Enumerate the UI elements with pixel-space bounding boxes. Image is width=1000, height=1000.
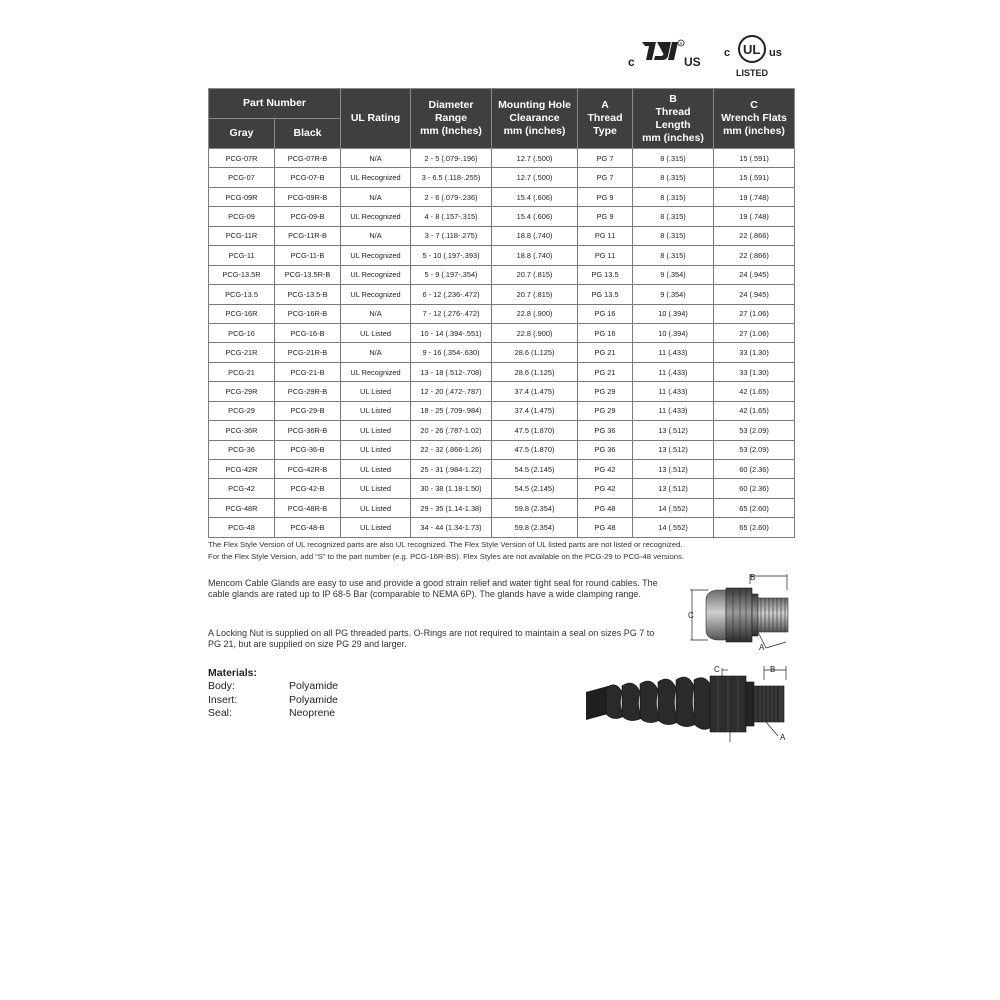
black-part-number-cell: PCG-13.5-B bbox=[275, 285, 341, 304]
ul-rating-cell: UL Listed bbox=[341, 382, 411, 401]
label-b: B bbox=[770, 665, 776, 674]
thread-length-cell: 11 (.433) bbox=[633, 382, 714, 401]
gray-part-number-cell: PCG-29 bbox=[209, 401, 275, 420]
diameter-range-cell: 10 - 14 (.394-.551) bbox=[411, 323, 492, 342]
thread-length-cell: 11 (.433) bbox=[633, 362, 714, 381]
diameter-range-cell: 5 - 9 (.197-.354) bbox=[411, 265, 492, 284]
black-part-number-cell: PCG-11R-B bbox=[275, 226, 341, 245]
wrench-flats-cell: 24 (.945) bbox=[714, 285, 795, 304]
diameter-range-cell: 5 - 10 (.197-.393) bbox=[411, 246, 492, 265]
diameter-range-cell: 34 - 44 (1.34-1.73) bbox=[411, 518, 492, 537]
gray-part-number-cell: PCG-48R bbox=[209, 498, 275, 517]
black-part-number-cell: PCG-42-B bbox=[275, 479, 341, 498]
thread-type-cell: PG 36 bbox=[578, 421, 633, 440]
thread-length-cell: 14 (.552) bbox=[633, 518, 714, 537]
gray-part-number-cell: PCG-42 bbox=[209, 479, 275, 498]
diameter-range-cell: 12 - 20 (.472-.787) bbox=[411, 382, 492, 401]
ul-rating-cell: UL Listed bbox=[341, 518, 411, 537]
material-value: Polyamide bbox=[289, 680, 339, 692]
diameter-range-cell: 30 - 38 (1.18-1.50) bbox=[411, 479, 492, 498]
ul-rating-cell: UL Recognized bbox=[341, 168, 411, 187]
svg-text:c: c bbox=[628, 55, 635, 69]
mounting-hole-clearance-cell: 12.7 (.500) bbox=[492, 168, 578, 187]
table-row bbox=[209, 226, 795, 245]
gray-part-number-cell: PCG-13.5R bbox=[209, 265, 275, 284]
svg-text:UL: UL bbox=[743, 42, 761, 57]
black-part-number-cell: PCG-29-B bbox=[275, 401, 341, 420]
wrench-flats-cell: 53 (2.09) bbox=[714, 421, 795, 440]
svg-text:us: us bbox=[769, 47, 782, 59]
table-row bbox=[209, 362, 795, 381]
ul-rating-cell: UL Recognized bbox=[341, 246, 411, 265]
locking-nut-paragraph: A Locking Nut is supplied on all PG threaded parts. O-Rings are not required to maintain a seal on sizes PG 7 to PG 21, but are supplied on size PG 29 and larger. bbox=[208, 628, 655, 649]
black-part-number-cell: PCG-48R-B bbox=[275, 498, 341, 517]
table-row bbox=[209, 304, 795, 323]
gray-part-number-cell: PCG-48 bbox=[209, 518, 275, 537]
gray-part-number-cell: PCG-09 bbox=[209, 207, 275, 226]
ul-recognized-logo bbox=[626, 38, 710, 70]
thread-length-header: B Thread Length mm (inches) bbox=[633, 89, 714, 149]
thread-length-cell: 10 (.394) bbox=[633, 323, 714, 342]
svg-text:US: US bbox=[684, 55, 701, 69]
thread-type-cell: PG 9 bbox=[578, 187, 633, 206]
gray-part-number-cell: PCG-16R bbox=[209, 304, 275, 323]
thread-length-cell: 13 (.512) bbox=[633, 421, 714, 440]
wrench-flats-cell: 24 (.945) bbox=[714, 265, 795, 284]
diameter-range-cell: 7 - 12 (.276-.472) bbox=[411, 304, 492, 323]
wrench-flats-cell: 15 (.591) bbox=[714, 149, 795, 168]
diameter-range-cell: 3 - 7 (.118-.275) bbox=[411, 226, 492, 245]
thread-type-cell: PG 48 bbox=[578, 498, 633, 517]
table-row bbox=[209, 440, 795, 459]
thread-type-cell: PG 21 bbox=[578, 362, 633, 381]
ul-rating-cell: UL Listed bbox=[341, 401, 411, 420]
table-row bbox=[209, 518, 795, 537]
wrench-flats-cell: 22 (.866) bbox=[714, 226, 795, 245]
table-row bbox=[209, 421, 795, 440]
wrench-flats-cell: 60 (2.36) bbox=[714, 460, 795, 479]
diameter-range-cell: 13 - 18 (.512-.708) bbox=[411, 362, 492, 381]
mounting-hole-clearance-cell: 22.8 (.900) bbox=[492, 323, 578, 342]
ul-rating-cell: N/A bbox=[341, 226, 411, 245]
wrench-flats-cell: 19 (.748) bbox=[714, 207, 795, 226]
table-row bbox=[209, 343, 795, 362]
gray-part-number-cell: PCG-21 bbox=[209, 362, 275, 381]
wrench-flats-cell: 15 (.591) bbox=[714, 168, 795, 187]
thread-length-cell: 11 (.433) bbox=[633, 343, 714, 362]
thread-length-cell: 11 (.433) bbox=[633, 401, 714, 420]
mounting-hole-clearance-cell: 18.8 (.740) bbox=[492, 246, 578, 265]
wrench-flats-cell: 65 (2.60) bbox=[714, 518, 795, 537]
svg-text:c: c bbox=[724, 47, 731, 59]
thread-type-cell: PG 13.5 bbox=[578, 285, 633, 304]
thread-length-cell: 8 (.315) bbox=[633, 168, 714, 187]
gray-part-number-cell: PCG-07 bbox=[209, 168, 275, 187]
thread-length-cell: 8 (.315) bbox=[633, 207, 714, 226]
ul-rating-cell: UL Listed bbox=[341, 479, 411, 498]
flex-cable-gland-diagram bbox=[586, 662, 798, 744]
mounting-hole-clearance-cell: 59.8 (2.354) bbox=[492, 518, 578, 537]
cable-gland-spec-table bbox=[208, 88, 795, 538]
ul-rating-header: UL Rating bbox=[341, 89, 411, 149]
ul-rating-cell: UL Listed bbox=[341, 323, 411, 342]
mounting-hole-clearance-cell: 47.5 (1.870) bbox=[492, 421, 578, 440]
label-c: C bbox=[688, 611, 694, 620]
spec-table-body bbox=[209, 149, 795, 538]
gray-part-number-cell: PCG-36 bbox=[209, 440, 275, 459]
thread-length-cell: 8 (.315) bbox=[633, 187, 714, 206]
material-label: Seal: bbox=[208, 707, 232, 719]
mounting-hole-clearance-cell: 54.5 (2.145) bbox=[492, 479, 578, 498]
thread-type-cell: PG 16 bbox=[578, 304, 633, 323]
diameter-range-cell: 6 - 12 (.236-.472) bbox=[411, 285, 492, 304]
material-value: Neoprene bbox=[289, 707, 336, 719]
black-part-number-cell: PCG-11-B bbox=[275, 246, 341, 265]
thread-length-cell: 9 (.354) bbox=[633, 265, 714, 284]
diameter-range-cell: 20 - 26 (.787-1.02) bbox=[411, 421, 492, 440]
wrench-flats-cell: 42 (1.65) bbox=[714, 382, 795, 401]
label-c: C bbox=[714, 665, 720, 674]
thread-type-cell: PG 36 bbox=[578, 440, 633, 459]
black-part-number-cell: PCG-16R-B bbox=[275, 304, 341, 323]
wrench-flats-cell: 42 (1.65) bbox=[714, 401, 795, 420]
black-header: Black bbox=[275, 119, 341, 149]
thread-length-cell: 8 (.315) bbox=[633, 149, 714, 168]
wrench-flats-cell: 22 (.866) bbox=[714, 246, 795, 265]
thread-type-cell: PG 29 bbox=[578, 401, 633, 420]
ul-rating-cell: N/A bbox=[341, 343, 411, 362]
black-part-number-cell: PCG-13.5R-B bbox=[275, 265, 341, 284]
wrench-flats-header: C Wrench Flats mm (inches) bbox=[714, 89, 795, 149]
thread-type-cell: PG 16 bbox=[578, 323, 633, 342]
mounting-hole-clearance-cell: 54.5 (2.145) bbox=[492, 460, 578, 479]
gray-part-number-cell: PCG-29R bbox=[209, 382, 275, 401]
diameter-range-header: Diameter Range mm (Inches) bbox=[411, 89, 492, 149]
ul-rating-cell: UL Listed bbox=[341, 421, 411, 440]
label-a: A bbox=[759, 643, 765, 652]
diameter-range-cell: 29 - 35 (1.14-1.38) bbox=[411, 498, 492, 517]
diameter-range-cell: 4 - 8 (.157-.315) bbox=[411, 207, 492, 226]
gray-part-number-cell: PCG-11 bbox=[209, 246, 275, 265]
ul-rating-cell: UL Listed bbox=[341, 440, 411, 459]
gray-part-number-cell: PCG-21R bbox=[209, 343, 275, 362]
mounting-hole-clearance-cell: 20.7 (.815) bbox=[492, 285, 578, 304]
material-row-body bbox=[208, 680, 408, 694]
black-part-number-cell: PCG-36-B bbox=[275, 440, 341, 459]
table-row bbox=[209, 382, 795, 401]
wrench-flats-cell: 19 (.748) bbox=[714, 187, 795, 206]
ul-rating-cell: UL Listed bbox=[341, 498, 411, 517]
flex-style-note-1: The Flex Style Version of UL recognized parts are also UL recognized. The Flex Style Version of UL listed parts are not listed or recognized. bbox=[208, 540, 683, 549]
black-part-number-cell: PCG-29R-B bbox=[275, 382, 341, 401]
mounting-hole-clearance-cell: 59.8 (2.354) bbox=[492, 498, 578, 517]
black-part-number-cell: PCG-07R-B bbox=[275, 149, 341, 168]
table-row bbox=[209, 207, 795, 226]
table-row bbox=[209, 149, 795, 168]
thread-type-cell: PG 11 bbox=[578, 246, 633, 265]
ul-rating-cell: N/A bbox=[341, 304, 411, 323]
thread-length-cell: 13 (.512) bbox=[633, 440, 714, 459]
thread-type-cell: PG 13.5 bbox=[578, 265, 633, 284]
ul-rating-cell: N/A bbox=[341, 187, 411, 206]
material-label: Insert: bbox=[208, 693, 238, 706]
gray-part-number-cell: PCG-42R bbox=[209, 460, 275, 479]
table-row bbox=[209, 265, 795, 284]
black-part-number-cell: PCG-42R-B bbox=[275, 460, 341, 479]
thread-type-header: A Thread Type bbox=[578, 89, 633, 149]
thread-type-cell: PG 21 bbox=[578, 343, 633, 362]
thread-type-cell: PG 11 bbox=[578, 226, 633, 245]
gray-part-number-cell: PCG-07R bbox=[209, 149, 275, 168]
wrench-flats-cell: 27 (1.06) bbox=[714, 304, 795, 323]
table-row bbox=[209, 246, 795, 265]
wrench-flats-cell: 60 (2.36) bbox=[714, 479, 795, 498]
table-row bbox=[209, 168, 795, 187]
label-b: B bbox=[750, 573, 756, 582]
black-part-number-cell: PCG-16-B bbox=[275, 323, 341, 342]
diameter-range-cell: 25 - 31 (.984-1.22) bbox=[411, 460, 492, 479]
thread-type-cell: PG 7 bbox=[578, 149, 633, 168]
material-value: Polyamide bbox=[289, 693, 339, 706]
mounting-hole-clearance-cell: 28.6 (1.125) bbox=[492, 362, 578, 381]
svg-text:LISTED: LISTED bbox=[736, 68, 769, 78]
thread-length-cell: 8 (.315) bbox=[633, 226, 714, 245]
ul-rating-cell: UL Recognized bbox=[341, 265, 411, 284]
mounting-hole-clearance-cell: 20.7 (.815) bbox=[492, 265, 578, 284]
svg-text:R: R bbox=[679, 41, 683, 46]
wrench-flats-cell: 27 (1.06) bbox=[714, 323, 795, 342]
diameter-range-cell: 2 - 5 (.079-.196) bbox=[411, 149, 492, 168]
material-label: Body: bbox=[208, 680, 235, 692]
wrench-flats-cell: 53 (2.09) bbox=[714, 440, 795, 459]
mounting-hole-clearance-cell: 12.7 (.500) bbox=[492, 149, 578, 168]
thread-type-cell: PG 48 bbox=[578, 518, 633, 537]
black-part-number-cell: PCG-36R-B bbox=[275, 421, 341, 440]
ul-listed-logo bbox=[724, 34, 790, 80]
mounting-hole-clearance-cell: 28.6 (1.125) bbox=[492, 343, 578, 362]
table-row bbox=[209, 323, 795, 342]
mounting-hole-clearance-cell: 15.4 (.606) bbox=[492, 187, 578, 206]
ul-rating-cell: UL Recognized bbox=[341, 285, 411, 304]
mounting-hole-clearance-cell: 47.5 (1.870) bbox=[492, 440, 578, 459]
wrench-flats-cell: 65 (2.60) bbox=[714, 498, 795, 517]
material-row-insert bbox=[208, 694, 408, 708]
thread-length-cell: 13 (.512) bbox=[633, 460, 714, 479]
materials-title: Materials: bbox=[208, 667, 258, 679]
diameter-range-cell: 2 - 6 (.079-.236) bbox=[411, 187, 492, 206]
thread-type-cell: PG 7 bbox=[578, 168, 633, 187]
diameter-range-cell: 18 - 25 (.709-.984) bbox=[411, 401, 492, 420]
gray-part-number-cell: PCG-16 bbox=[209, 323, 275, 342]
table-row bbox=[209, 187, 795, 206]
black-part-number-cell: PCG-09-B bbox=[275, 207, 341, 226]
label-a: A bbox=[780, 733, 786, 742]
thread-length-cell: 14 (.552) bbox=[633, 498, 714, 517]
thread-length-cell: 8 (.315) bbox=[633, 246, 714, 265]
flex-style-note-2: For the Flex Style Version, add “S” to the part number (e.g. PCG-16R-BS). Flex Styles are not available on the PCG-29 to PCG-48 versions. bbox=[208, 552, 684, 561]
black-part-number-cell: PCG-07-B bbox=[275, 168, 341, 187]
thread-length-cell: 13 (.512) bbox=[633, 479, 714, 498]
certification-logos bbox=[626, 34, 796, 82]
mounting-hole-clearance-cell: 18.8 (.740) bbox=[492, 226, 578, 245]
table-row bbox=[209, 479, 795, 498]
gray-part-number-cell: PCG-09R bbox=[209, 187, 275, 206]
cable-gland-diagram bbox=[686, 570, 802, 652]
black-part-number-cell: PCG-48-B bbox=[275, 518, 341, 537]
mounting-hole-clearance-cell: 22.8 (.900) bbox=[492, 304, 578, 323]
ul-rating-cell: UL Recognized bbox=[341, 207, 411, 226]
description-paragraph: Mencom Cable Glands are easy to use and provide a good strain relief and water tight seal for round cables. The cable glands are rated up to IP 68-5 Bar (comparable to NEMA 6P). The glands have a wide clamping range. bbox=[208, 578, 658, 599]
thread-type-cell: PG 42 bbox=[578, 479, 633, 498]
thread-type-cell: PG 9 bbox=[578, 207, 633, 226]
mounting-hole-clearance-cell: 37.4 (1.475) bbox=[492, 382, 578, 401]
mounting-hole-clearance-cell: 37.4 (1.475) bbox=[492, 401, 578, 420]
wrench-flats-cell: 33 (1.30) bbox=[714, 343, 795, 362]
black-part-number-cell: PCG-09R-B bbox=[275, 187, 341, 206]
thread-type-cell: PG 29 bbox=[578, 382, 633, 401]
mounting-hole-header: Mounting Hole Clearance mm (inches) bbox=[492, 89, 578, 149]
gray-part-number-cell: PCG-36R bbox=[209, 421, 275, 440]
diameter-range-cell: 9 - 16 (.354-.630) bbox=[411, 343, 492, 362]
diameter-range-cell: 22 - 32 (.866-1.26) bbox=[411, 440, 492, 459]
table-row bbox=[209, 285, 795, 304]
material-row-seal bbox=[208, 707, 408, 721]
gray-header: Gray bbox=[209, 119, 275, 149]
table-row bbox=[209, 401, 795, 420]
thread-type-cell: PG 42 bbox=[578, 460, 633, 479]
ul-rating-cell: UL Listed bbox=[341, 460, 411, 479]
ul-rating-cell: UL Recognized bbox=[341, 362, 411, 381]
gray-part-number-cell: PCG-13.5 bbox=[209, 285, 275, 304]
wrench-flats-cell: 33 (1.30) bbox=[714, 362, 795, 381]
table-row bbox=[209, 460, 795, 479]
black-part-number-cell: PCG-21-B bbox=[275, 362, 341, 381]
thread-length-cell: 9 (.354) bbox=[633, 285, 714, 304]
mounting-hole-clearance-cell: 15.4 (.606) bbox=[492, 207, 578, 226]
gray-part-number-cell: PCG-11R bbox=[209, 226, 275, 245]
ul-rating-cell: N/A bbox=[341, 149, 411, 168]
materials-list bbox=[208, 667, 408, 721]
thread-length-cell: 10 (.394) bbox=[633, 304, 714, 323]
black-part-number-cell: PCG-21R-B bbox=[275, 343, 341, 362]
diameter-range-cell: 3 - 6.5 (.118-.255) bbox=[411, 168, 492, 187]
table-row bbox=[209, 498, 795, 517]
part-number-header: Part Number bbox=[209, 89, 341, 119]
